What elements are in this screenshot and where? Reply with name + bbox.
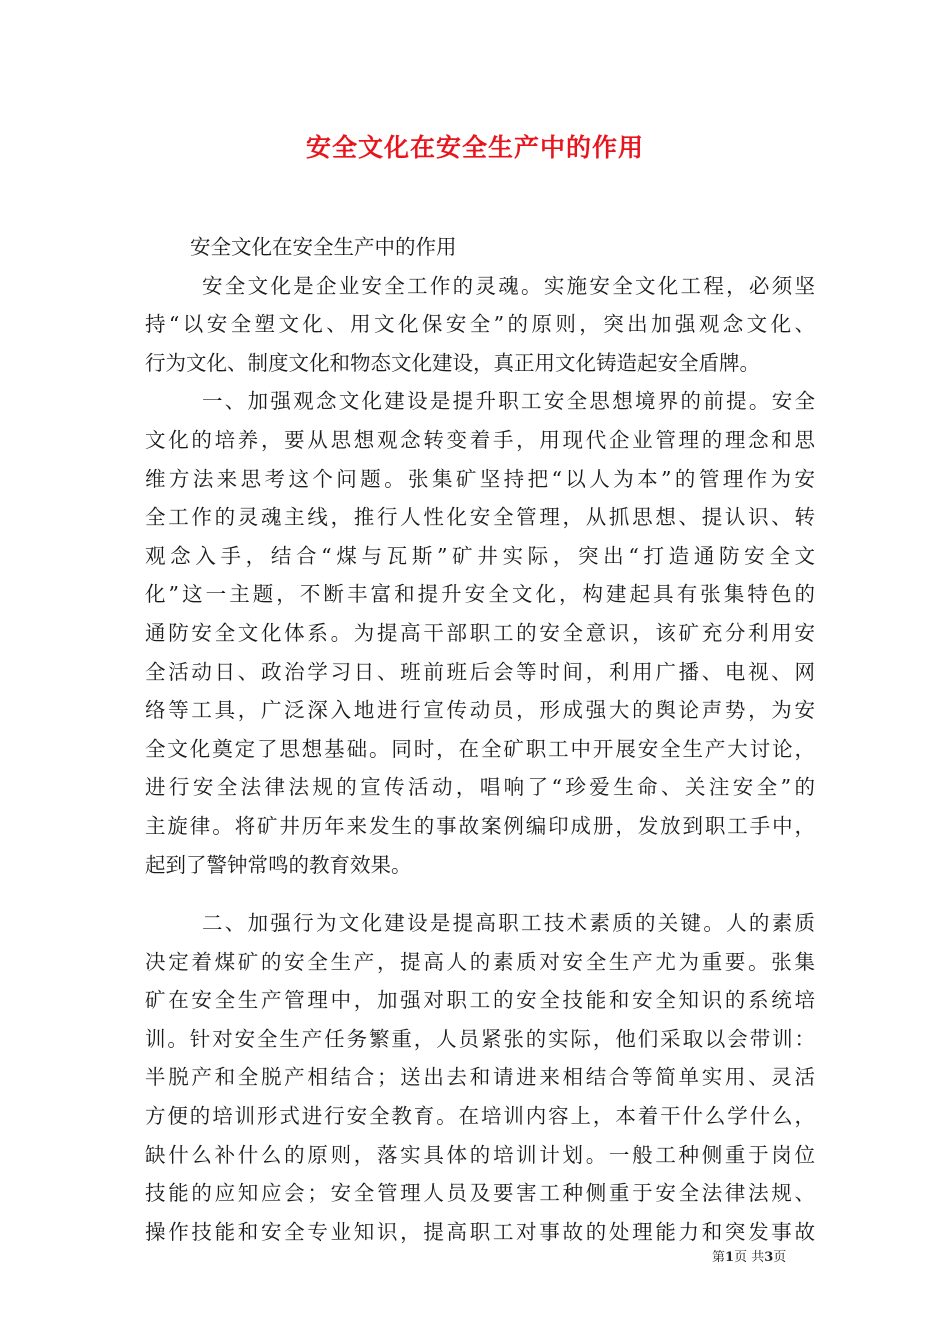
section1-line-10: 全文化奠定了思想基础。同时，在全矿职工中开展安全生产大讨论， bbox=[145, 736, 815, 761]
section2-line-7: 缺什么补什么的原则，落实具体的培训计划。一般工种侧重于岗位 bbox=[145, 1142, 815, 1167]
section1-line-13: 起到了警钟常鸣的教育效果。 bbox=[145, 852, 412, 877]
section1-line-11: 进行安全法律法规的宣传活动，唱响了“珍爱生命、关注安全”的 bbox=[145, 775, 815, 800]
total-page-number: 3 bbox=[764, 1250, 774, 1265]
section1-line-1: 一、加强观念文化建设是提升职工安全思想境界的前提。安全 bbox=[202, 389, 815, 414]
intro-line-3: 行为文化、制度文化和物态文化建设，真正用文化铸造起安全盾牌。 bbox=[145, 350, 760, 375]
document-body bbox=[145, 228, 815, 1251]
section2-line-1: 二、加强行为文化建设是提高职工技术素质的关键。人的素质 bbox=[202, 911, 815, 936]
section1-line-6: 化”这一主题，不断丰富和提升安全文化，构建起具有张集特色的 bbox=[145, 582, 815, 607]
page-number-footer bbox=[712, 1249, 786, 1267]
section2-line-4: 训。针对安全生产任务繁重，人员紧张的实际，他们采取以会带训： bbox=[145, 1026, 815, 1051]
section2-line-2: 决定着煤矿的安全生产，提高人的素质对安全生产尤为重要。张集 bbox=[145, 949, 815, 974]
section2-line-6: 方便的培训形式进行安全教育。在培训内容上，本着干什么学什么， bbox=[145, 1104, 815, 1129]
section1-line-5: 观念入手，结合“煤与瓦斯”矿井实际，突出“打造通防安全文 bbox=[145, 543, 815, 568]
section1-line-8: 全活动日、政治学习日、班前班后会等时间，利用广播、电视、网 bbox=[145, 659, 815, 684]
document-title: 安全文化在安全生产中的作用 bbox=[305, 133, 644, 162]
section1-line-4: 全工作的灵魂主线，推行人性化安全管理，从抓思想、提认识、转 bbox=[145, 505, 815, 530]
section1-line-12: 主旋律。将矿井历年来发生的事故案例编印成册，发放到职工手中， bbox=[145, 813, 815, 838]
section1-line-3: 维方法来思考这个问题。张集矿坚持把“以人为本”的管理作为安 bbox=[145, 466, 815, 491]
intro-line-2: 持“以安全塑文化、用文化保安全”的原则，突出加强观念文化、 bbox=[145, 312, 815, 337]
footer-middle: 页 共 bbox=[734, 1250, 765, 1265]
footer-suffix: 页 bbox=[773, 1250, 787, 1265]
section1-line-9: 络等工具，广泛深入地进行宣传动员，形成强大的舆论声势，为安 bbox=[145, 698, 815, 723]
section2-line-3: 矿在安全生产管理中，加强对职工的安全技能和安全知识的系统培 bbox=[145, 988, 815, 1013]
current-page-number: 1 bbox=[725, 1250, 735, 1265]
section1-line-7: 通防安全文化体系。为提高干部职工的安全意识，该矿充分利用安 bbox=[145, 620, 815, 645]
section1-line-2: 文化的培养，要从思想观念转变着手，用现代企业管理的理念和思 bbox=[145, 427, 815, 452]
intro-line-1: 安全文化是企业安全工作的灵魂。实施安全文化工程，必须坚 bbox=[202, 273, 815, 298]
paragraph-gap bbox=[145, 884, 815, 904]
footer-prefix: 第 bbox=[712, 1250, 726, 1265]
section2-line-5: 半脱产和全脱产相结合；送出去和请进来相结合等简单实用、灵活 bbox=[145, 1065, 815, 1090]
section2-line-9: 操作技能和安全专业知识，提高职工对事故的处理能力和突发事故 bbox=[145, 1219, 815, 1244]
subtitle-line: 安全文化在安全生产中的作用 bbox=[190, 235, 457, 259]
section2-line-8: 技能的应知应会；安全管理人员及要害工种侧重于安全法律法规、 bbox=[145, 1181, 815, 1206]
